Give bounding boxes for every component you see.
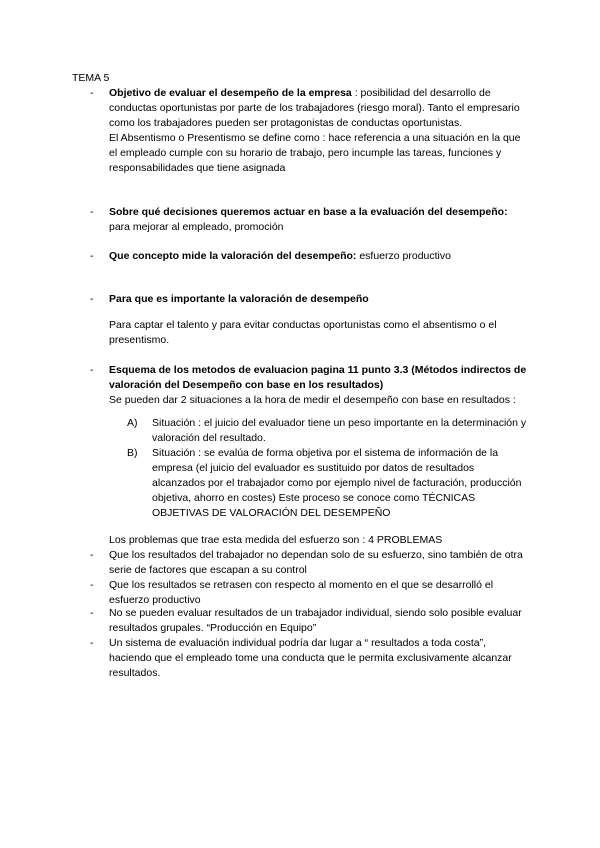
sub-item-marker: B) (127, 447, 138, 459)
problem-text: Que los resultados del trabajador no dependan solo de su esfuerzo, sino también de otra serie de factores que escapan a su control (109, 549, 523, 576)
section-heading: Que concepto mide la valoración del desempeño: (109, 250, 357, 262)
problem-text: Un sistema de evaluación individual podría dar lugar a “ resultados a toda costa”, haciendo que el empleado tome una conducta que le permita exclusivamente alcanzar resultados. (109, 637, 512, 679)
list-item (90, 636, 530, 681)
list-item (90, 548, 530, 578)
sub-item-text: Situación : el juicio del evaluador tiene un peso importante en la determinación y valoración del resultado. (152, 417, 527, 444)
problem-text: No se pueden evaluar resultados de un trabajador individual, siendo solo posible evaluar resultados grupales. “Producción en Equipo” (109, 607, 522, 634)
section-text: Se pueden dar 2 situaciones a la hora de medir el desempeño con base en resultados : (109, 394, 516, 406)
list-item (90, 578, 530, 608)
sub-item-a (127, 416, 527, 446)
problem-text: Que los resultados se retrasen con respecto al momento en el que se desarrolló el esfuerzo productivo (109, 579, 494, 606)
section-text: : posibilidad del desarrollo de conductas oportunistas por parte de los trabajadores (riesgo moral). Tanto el empresario como los trabajadores pueden ser protagonistas de conductas oportunistas. (109, 87, 520, 129)
bullet-dash: - (90, 250, 94, 262)
bullet-dash: - (90, 293, 94, 305)
section-text-2: El Absentismo o Presentismo se define como : hace referencia a una situación en la que el empleado cumple con su horario de trabajo, pero incumple las tareas, funciones y responsabilidades que tiene asignada (109, 132, 521, 174)
page-title: TEMA 5 (72, 72, 110, 84)
section-heading: Sobre qué decisiones queremos actuar en base a la evaluación del desempeño: (109, 206, 508, 218)
bullet-dash: - (90, 206, 94, 218)
list-item (90, 205, 530, 235)
bullet-dash: - (90, 607, 94, 619)
list-item (90, 363, 530, 408)
bullet-dash: - (90, 579, 94, 591)
sub-item-text: Situación : se evalúa de forma objetiva por el sistema de información de la empresa (el juicio del evaluador es sustituido por datos de resultados alcanzados por el trabajador como por ejemplo nivel de facturación, producción objetiva, ahorro en costes) Este proceso se conoce como TÉCNICAS OBJETIVAS DE VALORACIÓN DEL DESEMPEÑO (152, 447, 522, 519)
sub-item-b (127, 446, 527, 521)
list-item (90, 292, 530, 307)
bullet-dash: - (90, 364, 94, 376)
section-text: Para captar el talento y para evitar conductas oportunistas como el absentismo o el presentismo. (109, 319, 497, 346)
bullet-dash: - (90, 549, 94, 561)
section-heading: Para que es importante la valoración de desempeño (109, 293, 369, 305)
list-item (90, 249, 530, 264)
section-text: esfuerzo productivo (356, 250, 451, 262)
list-item (90, 606, 530, 636)
section-heading: Objetivo de evaluar el desempeño de la empresa (109, 87, 352, 99)
sub-item-marker: A) (127, 417, 138, 429)
list-item (90, 86, 530, 176)
problems-intro: Los problemas que trae esta medida del esfuerzo son : 4 PROBLEMAS (109, 534, 443, 546)
section-heading: Esquema de los metodos de evaluacion pagina 11 punto 3.3 (Métodos indirectos de valoración del Desempeño con base en los resultados) (109, 364, 527, 391)
bullet-dash: - (90, 87, 94, 99)
section-text: para mejorar al empleado, promoción (109, 221, 284, 233)
bullet-dash: - (90, 637, 94, 649)
